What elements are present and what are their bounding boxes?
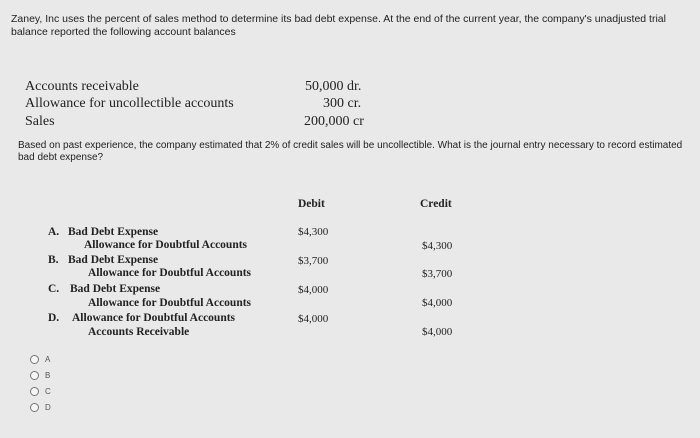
balance-amount-ar: 50,000 dr. (305, 79, 362, 94)
choice-letter: B. (48, 254, 59, 266)
choice-credit-account: Allowance for Doubtful Accounts (84, 239, 248, 251)
debit-column-header: Debit (298, 198, 325, 210)
answer-option-label: A (45, 354, 51, 364)
choice-debit-account: Bad Debt Expense (68, 226, 159, 238)
balance-amount-allowance: 300 cr. (323, 96, 362, 111)
balance-account-ar: Accounts receivable (25, 79, 139, 94)
radio-button[interactable] (30, 355, 39, 364)
answer-option-label: B (45, 370, 51, 380)
choice-letter: C. (48, 283, 60, 295)
answer-option-a[interactable] (30, 353, 50, 365)
choice-letter: A. (48, 226, 60, 238)
radio-button[interactable] (30, 387, 39, 396)
question-prompt: Based on past experience, the company estimated that 2% of credit sales will be uncollectible. What is the journal entry necessary to record estimated bad debt expense? (18, 140, 683, 163)
choice-credit-amount: $4,000 (422, 326, 453, 338)
balance-account-allowance: Allowance for uncollectible accounts (25, 96, 234, 111)
answer-option-label: C (45, 386, 51, 396)
choice-credit-amount: $4,300 (422, 240, 453, 252)
question-stem: Zaney, Inc uses the percent of sales method to determine its bad debt expense. At the end of the current year, the company's unadjusted trial balance reported the following account balances (11, 13, 666, 38)
radio-button[interactable] (30, 403, 39, 412)
choice-debit-amount: $3,700 (298, 255, 329, 267)
choice-debit-account: Allowance for Doubtful Accounts (72, 312, 236, 324)
choice-debit-account: Bad Debt Expense (68, 254, 159, 266)
answer-option-c[interactable] (30, 385, 51, 397)
balance-amount-sales: 200,000 cr (304, 114, 364, 129)
answer-option-b[interactable] (30, 369, 50, 381)
balance-account-sales: Sales (25, 114, 55, 129)
choice-credit-account: Allowance for Doubtful Accounts (88, 297, 252, 309)
choice-credit-account: Allowance for Doubtful Accounts (88, 267, 252, 279)
choice-debit-amount: $4,000 (298, 284, 329, 296)
credit-column-header: Credit (420, 198, 452, 210)
choice-credit-account: Accounts Receivable (88, 326, 190, 338)
choice-debit-amount: $4,000 (298, 313, 329, 325)
answer-option-label: D (45, 402, 51, 412)
choice-debit-account: Bad Debt Expense (70, 283, 161, 295)
choice-letter: D. (48, 312, 60, 324)
radio-button[interactable] (30, 371, 39, 380)
choice-credit-amount: $3,700 (422, 268, 453, 280)
answer-option-d[interactable] (30, 401, 51, 413)
choice-debit-amount: $4,300 (298, 226, 329, 238)
choice-credit-amount: $4,000 (422, 297, 453, 309)
